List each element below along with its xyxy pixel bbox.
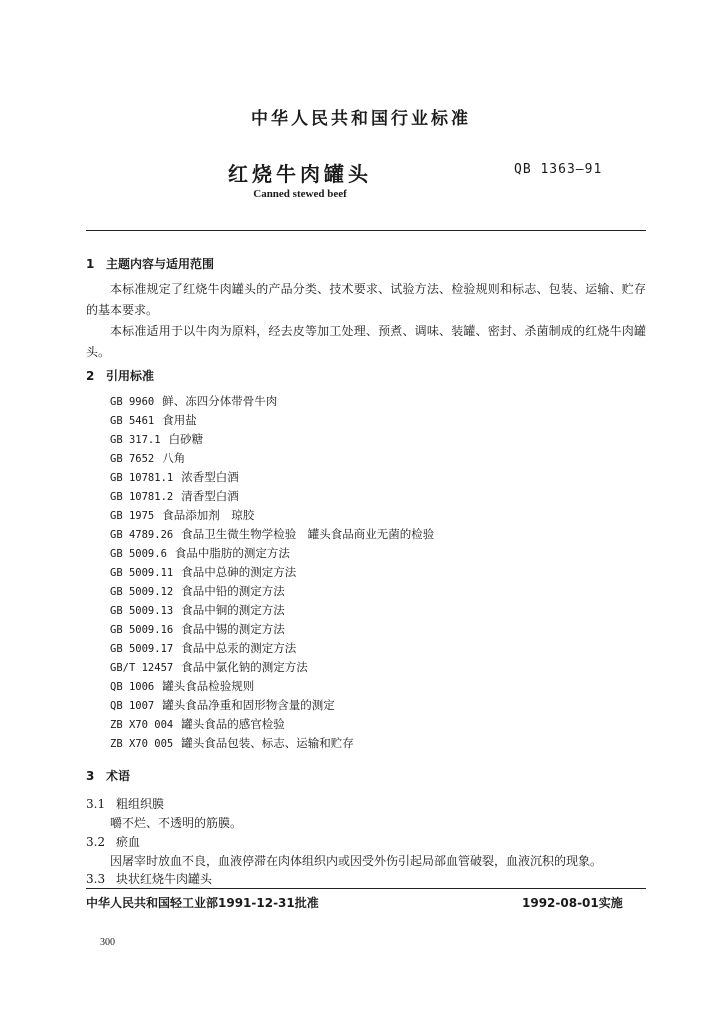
reference-item <box>110 488 434 507</box>
reference-name: 罐头食品包装、标志、运输和贮存 <box>181 736 354 750</box>
reference-name: 食品卫生微生物学检验 罐头食品商业无菌的检验 <box>181 527 435 541</box>
reference-item <box>110 412 434 431</box>
term-number: 3.2 <box>86 835 106 849</box>
section-1-heading <box>86 255 214 272</box>
reference-name: 食品中总汞的测定方法 <box>181 641 297 655</box>
term-3-1-definition: 嚼不烂、不透明的筋膜。 <box>110 816 243 830</box>
reference-item <box>110 393 434 412</box>
approval-line: 中华人民共和国轻工业部1991-12-31批准 <box>86 896 319 910</box>
reference-code: GB 5009.12 <box>110 586 174 598</box>
bottom-divider <box>86 888 646 889</box>
term-3-2-definition: 因屠宰时放血不良，血液停滞在肉体组织内或因受外伤引起局部血管破裂，血液沉积的现象。 <box>110 854 603 868</box>
reference-code: GB 7652 <box>110 453 155 465</box>
term-title: 瘀血 <box>116 835 141 849</box>
section-number: 2 <box>86 369 95 383</box>
implementation-date: 1992-08-01实施 <box>522 896 623 910</box>
section-number: 1 <box>86 257 95 271</box>
section-2-heading <box>86 367 154 384</box>
reference-name: 罐头食品的感官检验 <box>181 717 285 731</box>
section-1-paragraph-2: 本标准适用于以牛肉为原料，经去皮等加工处理、预煮、调味、装罐、密封、杀菌制成的红烧牛肉罐头。 <box>86 324 646 359</box>
term-3-1-heading <box>86 795 164 812</box>
term-number: 3.1 <box>86 797 106 811</box>
reference-code: QB 1006 <box>110 681 155 693</box>
reference-code: ZB X70 004 <box>110 719 174 731</box>
reference-item <box>110 507 434 526</box>
reference-code: GB 5461 <box>110 415 155 427</box>
reference-code: GB 5009.16 <box>110 624 174 636</box>
reference-code: GB 10781.1 <box>110 472 174 484</box>
reference-code: GB 5009.13 <box>110 605 174 617</box>
section-number: 3 <box>86 769 95 783</box>
reference-code: GB 4789.26 <box>110 529 174 541</box>
reference-code: GB 5009.11 <box>110 567 174 579</box>
reference-code: GB 10781.2 <box>110 491 174 503</box>
english-title: Canned stewed beef <box>253 188 347 200</box>
reference-name: 食品中总砷的测定方法 <box>181 565 297 579</box>
reference-item <box>110 716 434 735</box>
term-title: 块状红烧牛肉罐头 <box>116 872 213 886</box>
referenced-standards-list <box>110 393 434 754</box>
reference-name: 食品中锡的测定方法 <box>181 622 285 636</box>
reference-name: 清香型白酒 <box>181 489 239 503</box>
document-title: 红烧牛肉罐头 <box>228 162 372 186</box>
reference-name: 浓香型白酒 <box>181 470 239 484</box>
reference-name: 鲜、冻四分体带骨牛肉 <box>162 394 278 408</box>
reference-item <box>110 526 434 545</box>
reference-name: 食用盐 <box>162 413 197 427</box>
term-number: 3.3 <box>86 872 106 886</box>
reference-code: GB 317.1 <box>110 434 161 446</box>
reference-item <box>110 602 434 621</box>
reference-name: 罐头食品检验规则 <box>162 679 255 693</box>
reference-name: 食品中铅的测定方法 <box>181 584 285 598</box>
section-title: 引用标准 <box>106 369 155 383</box>
reference-code: GB 5009.6 <box>110 548 167 560</box>
reference-code: GB/T 12457 <box>110 662 174 674</box>
reference-item <box>110 450 434 469</box>
reference-item <box>110 564 434 583</box>
page-number: 300 <box>100 937 115 948</box>
reference-item <box>110 697 434 716</box>
reference-code: GB 9960 <box>110 396 155 408</box>
reference-item <box>110 659 434 678</box>
reference-item <box>110 583 434 602</box>
reference-item <box>110 735 434 754</box>
top-divider <box>86 230 646 231</box>
section-title: 术语 <box>106 769 131 783</box>
section-3-heading <box>86 767 130 784</box>
reference-item <box>110 431 434 450</box>
reference-name: 罐头食品净重和固形物含量的测定 <box>162 698 335 712</box>
reference-name: 食品中脂肪的测定方法 <box>174 546 290 560</box>
reference-code: ZB X70 005 <box>110 738 174 750</box>
reference-item <box>110 469 434 488</box>
reference-name: 食品中铜的测定方法 <box>181 603 285 617</box>
standard-code: QB 1363—91 <box>514 162 603 177</box>
reference-code: QB 1007 <box>110 700 155 712</box>
reference-name: 食品中氯化钠的测定方法 <box>181 660 308 674</box>
reference-item <box>110 545 434 564</box>
term-3-2-heading <box>86 833 140 850</box>
reference-code: GB 5009.17 <box>110 643 174 655</box>
reference-name: 八角 <box>162 451 186 465</box>
term-title: 粗组织膜 <box>116 797 165 811</box>
term-3-3-heading <box>86 870 212 887</box>
reference-name: 白砂糖 <box>168 432 204 446</box>
reference-name: 食品添加剂 琼胶 <box>162 508 255 522</box>
section-title: 主题内容与适用范围 <box>106 257 215 271</box>
reference-item <box>110 640 434 659</box>
section-1-paragraph-1: 本标准规定了红烧牛肉罐头的产品分类、技术要求、试验方法、检验规则和标志、包装、运输、贮存的基本要求。 <box>86 282 646 317</box>
reference-item <box>110 621 434 640</box>
issuing-body-title: 中华人民共和国行业标准 <box>251 109 471 129</box>
reference-item <box>110 678 434 697</box>
reference-code: GB 1975 <box>110 510 155 522</box>
